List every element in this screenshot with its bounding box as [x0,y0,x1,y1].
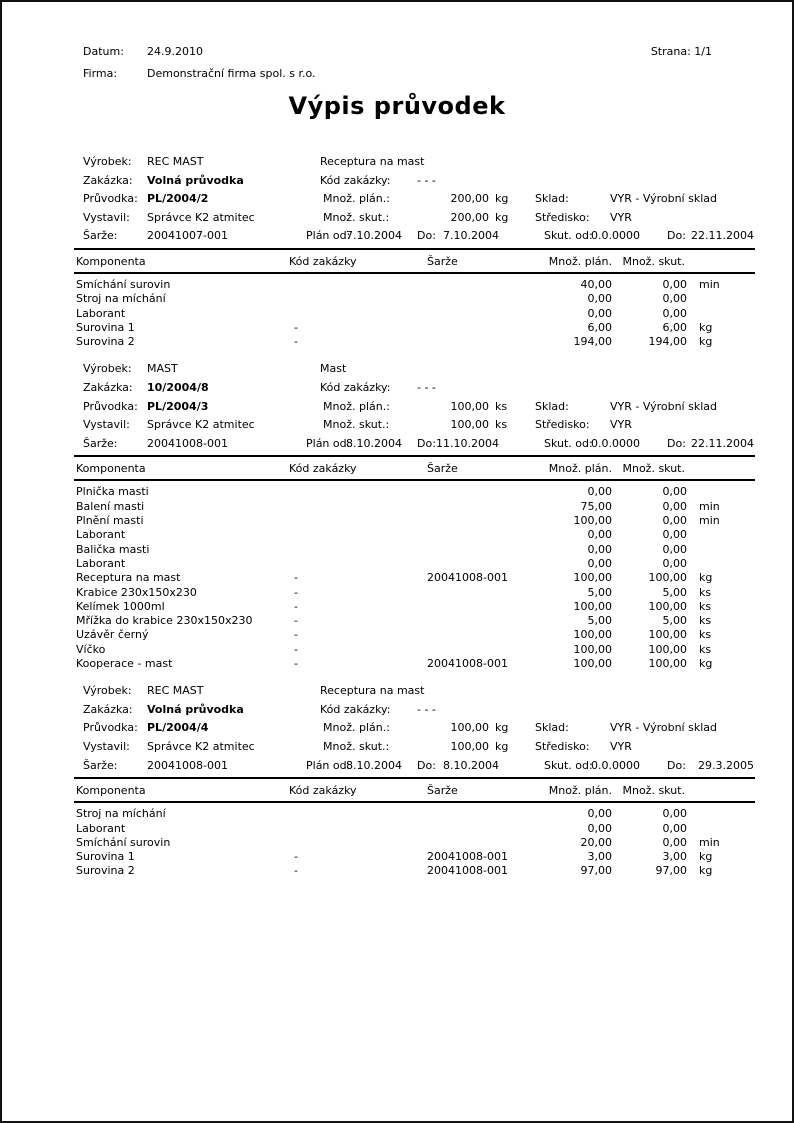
component-qty-actual: 100,00 [648,571,687,585]
component-row [74,571,755,585]
actual-to-value: 29.3.2005 [698,758,754,772]
component-row [74,850,755,864]
component-qty-plan: 5,00 [587,614,612,628]
component-order-code: - [294,571,298,585]
component-row [74,307,755,321]
order-code-value: - - - [417,173,436,187]
qty-plan-label: Množ. plán.: [323,192,390,206]
component-row [74,557,755,571]
component-name: Stroj na míchání [76,807,166,821]
component-row [74,514,755,528]
component-row [74,628,755,642]
actual-from-value: 0.0.0000 [591,229,640,243]
component-qty-plan: 6,00 [587,320,612,334]
component-unit: ks [699,614,712,628]
qty-actual-unit: ks [495,418,508,432]
actual-to-value: 22.11.2004 [691,436,754,450]
component-order-code: - [294,864,298,878]
plan-to-label: Do: [417,758,436,772]
actual-from-label: Skut. od: [544,436,593,450]
component-row [74,321,755,335]
order-label: Zakázka: [83,173,133,187]
actual-to-label: Do: [667,229,686,243]
col-header-order-code: Kód zakázky [289,462,357,476]
component-qty-plan: 0,00 [587,542,612,556]
plan-to-value: 8.10.2004 [443,758,499,772]
section-divider [74,777,755,779]
component-qty-actual: 100,00 [648,599,687,613]
component-row [74,528,755,542]
component-qty-actual: 0,00 [662,821,687,835]
section-divider [74,248,755,250]
qty-plan-value: 100,00 [450,721,489,735]
component-row [74,614,755,628]
cost-center-label: Středisko: [535,418,590,432]
plan-to-label: Do: [417,436,436,450]
component-qty-actual: 0,00 [662,807,687,821]
component-qty-actual: 194,00 [648,335,687,349]
col-header-batch: Šarže [427,784,458,798]
date-label: Datum: [83,45,124,58]
product-code: REC MAST [147,684,204,698]
plan-from-label: Plán od: [306,229,351,243]
component-row [74,657,755,671]
product-name: Receptura na mast [320,684,425,698]
component-unit: ks [699,599,712,613]
warehouse-value: VYR - Výrobní sklad [610,721,717,735]
component-order-code: - [294,614,298,628]
section-divider [74,455,755,457]
table-header-divider [74,272,755,274]
product-row [74,682,755,701]
component-order-code: - [294,628,298,642]
component-unit: kg [699,864,713,878]
component-qty-plan: 0,00 [587,485,612,499]
component-row [74,500,755,514]
batch-row [74,227,755,246]
component-qty-actual: 0,00 [662,556,687,570]
component-order-code: - [294,642,298,656]
component-qty-actual: 0,00 [662,542,687,556]
qty-plan-value: 200,00 [450,192,489,206]
component-unit: kg [699,850,713,864]
product-label: Výrobek: [83,684,132,698]
qty-plan-label: Množ. plán.: [323,399,390,413]
component-qty-actual: 97,00 [655,864,687,878]
component-qty-actual: 0,00 [662,485,687,499]
plan-from-value: 8.10.2004 [346,758,402,772]
component-table-header [74,461,755,477]
component-row [74,292,755,306]
order-row [74,701,755,720]
component-rows [74,807,755,878]
traveler-value: PL/2004/2 [147,192,209,206]
firm-value: Demonstrační firma spol. s r.o. [147,67,316,80]
issued-row [74,209,755,228]
component-order-code: - [294,585,298,599]
component-row [74,485,755,499]
component-name: Plnička masti [76,485,149,499]
col-header-qty-actual: Množ. skut. [622,784,685,798]
component-qty-actual: 0,00 [662,528,687,542]
col-header-order-code: Kód zakázky [289,784,357,798]
component-qty-plan: 0,00 [587,556,612,570]
component-qty-actual: 5,00 [662,585,687,599]
issued-row [74,416,755,435]
component-table-header [74,783,755,799]
batch-row [74,757,755,776]
component-qty-actual: 0,00 [662,292,687,306]
component-row [74,836,755,850]
order-row [74,172,755,191]
col-header-order-code: Kód zakázky [289,254,357,268]
component-order-code: - [294,335,298,349]
component-row [74,822,755,836]
order-code-value: - - - [417,381,436,395]
component-qty-actual: 100,00 [648,642,687,656]
component-name: Surovina 2 [76,864,135,878]
qty-plan-value: 100,00 [450,399,489,413]
order-row [74,379,755,398]
traveler-row [74,719,755,738]
component-order-code: - [294,850,298,864]
order-code-label: Kód zakázky: [320,173,391,187]
col-header-qty-plan: Množ. plán. [548,254,612,268]
cost-center-value: VYR [610,210,632,224]
component-qty-plan: 100,00 [573,514,612,528]
plan-from-value: 8.10.2004 [346,436,402,450]
batch-value: 20041007-001 [147,229,228,243]
qty-actual-label: Množ. skut.: [323,740,390,754]
report-title: Výpis průvodek [288,92,506,120]
traveler-section [74,682,755,878]
plan-to-value: 11.10.2004 [436,436,499,450]
actual-from-value: 0.0.0000 [591,758,640,772]
component-name: Surovina 1 [76,850,135,864]
component-row [74,586,755,600]
issued-row [74,738,755,757]
order-value: 10/2004/8 [147,381,209,395]
batch-value: 20041008-001 [147,758,228,772]
component-qty-plan: 0,00 [587,306,612,320]
component-batch: 20041008-001 [427,850,508,864]
actual-to-label: Do: [667,436,686,450]
component-qty-plan: 100,00 [573,599,612,613]
component-unit: kg [699,335,713,349]
component-qty-actual: 0,00 [662,277,687,291]
component-qty-plan: 100,00 [573,628,612,642]
traveler-label: Průvodka: [83,721,138,735]
col-header-component: Komponenta [76,784,146,798]
traveler-label: Průvodka: [83,399,138,413]
component-qty-plan: 100,00 [573,642,612,656]
col-header-component: Komponenta [76,462,146,476]
date-value: 24.9.2010 [147,45,203,58]
component-qty-actual: 0,00 [662,514,687,528]
component-name: Stroj na míchání [76,292,166,306]
component-qty-actual: 100,00 [648,656,687,670]
order-code-label: Kód zakázky: [320,381,391,395]
component-qty-actual: 5,00 [662,614,687,628]
component-name: Laborant [76,556,126,570]
component-name: Receptura na mast [76,571,181,585]
col-header-qty-actual: Množ. skut. [622,254,685,268]
product-label: Výrobek: [83,362,132,376]
qty-plan-unit: kg [495,192,509,206]
col-header-component: Komponenta [76,254,146,268]
plan-from-label: Plán od: [306,436,351,450]
component-qty-plan: 0,00 [587,528,612,542]
warehouse-value: VYR - Výrobní sklad [610,399,717,413]
product-name: Receptura na mast [320,155,425,168]
page-number-value: 1/1 [694,45,712,58]
component-qty-actual: 0,00 [662,499,687,513]
component-qty-actual: 100,00 [648,628,687,642]
qty-plan-unit: ks [495,399,508,413]
order-value: Volná průvodka [147,702,244,716]
table-header-divider [74,479,755,481]
batch-value: 20041008-001 [147,436,228,450]
component-unit: kg [699,571,713,585]
plan-from-value: 7.10.2004 [346,229,402,243]
component-row [74,643,755,657]
component-qty-plan: 100,00 [573,656,612,670]
order-label: Zakázka: [83,702,133,716]
component-name: Laborant [76,528,126,542]
traveler-section [74,360,755,671]
qty-actual-label: Množ. skut.: [323,418,390,432]
col-header-qty-plan: Množ. plán. [548,784,612,798]
order-code-label: Kód zakázky: [320,702,391,716]
page-number [651,45,712,58]
issued-value: Správce K2 atmitec [147,740,255,754]
component-unit: min [699,835,720,849]
qty-actual-unit: kg [495,740,509,754]
warehouse-value: VYR - Výrobní sklad [610,192,717,206]
component-unit: ks [699,628,712,642]
issued-value: Správce K2 atmitec [147,210,255,224]
component-qty-actual: 6,00 [662,320,687,334]
table-header-divider [74,801,755,803]
component-name: Mřížka do krabice 230x150x230 [76,614,253,628]
component-unit: ks [699,585,712,599]
component-row [74,807,755,821]
component-qty-plan: 75,00 [580,499,612,513]
component-qty-plan: 0,00 [587,292,612,306]
report-body [74,153,755,890]
component-qty-plan: 40,00 [580,277,612,291]
component-qty-plan: 0,00 [587,821,612,835]
actual-to-label: Do: [667,758,686,772]
col-header-batch: Šarže [427,254,458,268]
actual-to-value: 22.11.2004 [691,229,754,243]
component-batch: 20041008-001 [427,656,508,670]
component-order-code: - [294,656,298,670]
product-code: MAST [147,362,178,376]
order-value: Volná průvodka [147,173,244,187]
cost-center-value: VYR [610,418,632,432]
order-code-value: - - - [417,702,436,716]
actual-from-label: Skut. od: [544,758,593,772]
component-unit: kg [699,320,713,334]
batch-label: Šarže: [83,229,118,243]
batch-label: Šarže: [83,758,118,772]
component-name: Krabice 230x150x230 [76,585,197,599]
issued-label: Vystavil: [83,418,130,432]
component-unit: min [699,499,720,513]
component-table-header [74,254,755,270]
component-batch: 20041008-001 [427,864,508,878]
product-row [74,153,755,172]
component-unit: min [699,514,720,528]
component-name: Balení masti [76,499,145,513]
product-name: Mast [320,362,347,376]
traveler-label: Průvodka: [83,192,138,206]
component-row [74,335,755,349]
qty-actual-label: Množ. skut.: [323,210,390,224]
qty-plan-unit: kg [495,721,509,735]
component-qty-plan: 194,00 [573,335,612,349]
component-qty-actual: 0,00 [662,835,687,849]
order-label: Zakázka: [83,381,133,395]
component-row [74,600,755,614]
component-qty-plan: 97,00 [580,864,612,878]
actual-from-value: 0.0.0000 [591,436,640,450]
component-qty-plan: 100,00 [573,571,612,585]
qty-actual-value: 100,00 [450,740,489,754]
traveler-value: PL/2004/3 [147,399,209,413]
component-name: Plnění masti [76,514,144,528]
component-qty-plan: 5,00 [587,585,612,599]
component-name: Balička masti [76,542,150,556]
component-name: Smíchání surovin [76,835,171,849]
component-rows [74,278,755,349]
component-unit: min [699,277,720,291]
component-unit: kg [699,656,713,670]
cost-center-label: Středisko: [535,740,590,754]
plan-to-value: 7.10.2004 [443,229,499,243]
qty-actual-value: 200,00 [450,210,489,224]
component-qty-actual: 0,00 [662,306,687,320]
issued-value: Správce K2 atmitec [147,418,255,432]
traveler-value: PL/2004/4 [147,721,209,735]
plan-from-label: Plán od: [306,758,351,772]
firm-label: Firma: [83,67,118,80]
component-row [74,543,755,557]
component-order-code: - [294,320,298,334]
qty-actual-unit: kg [495,210,509,224]
component-name: Kelímek 1000ml [76,599,165,613]
product-row [74,360,755,379]
traveler-row [74,398,755,417]
component-qty-actual: 3,00 [662,850,687,864]
component-name: Smíchání surovin [76,277,171,291]
traveler-section [74,153,755,349]
component-name: Kooperace - mast [76,656,173,670]
component-name: Uzávěr černý [76,628,149,642]
col-header-batch: Šarže [427,462,458,476]
component-name: Surovina 2 [76,335,135,349]
batch-label: Šarže: [83,436,118,450]
component-unit: ks [699,642,712,656]
component-row [74,278,755,292]
page-number-label: Strana: [650,45,691,58]
component-name: Laborant [76,306,126,320]
component-name: Surovina 1 [76,320,135,334]
actual-from-label: Skut. od: [544,229,593,243]
batch-row [74,435,755,454]
component-order-code: - [294,599,298,613]
component-name: Laborant [76,821,126,835]
issued-label: Vystavil: [83,210,130,224]
plan-to-label: Do: [417,229,436,243]
product-label: Výrobek: [83,155,132,168]
component-row [74,864,755,878]
component-batch: 20041008-001 [427,571,508,585]
component-qty-plan: 3,00 [587,850,612,864]
component-name: Víčko [76,642,106,656]
cost-center-label: Středisko: [535,210,590,224]
traveler-row [74,190,755,209]
qty-actual-value: 100,00 [450,418,489,432]
cost-center-value: VYR [610,740,632,754]
col-header-qty-actual: Množ. skut. [622,462,685,476]
component-qty-plan: 20,00 [580,835,612,849]
component-rows [74,485,755,671]
warehouse-label: Sklad: [535,399,569,413]
warehouse-label: Sklad: [535,721,569,735]
product-code: REC MAST [147,155,204,168]
qty-plan-label: Množ. plán.: [323,721,390,735]
component-qty-plan: 0,00 [587,807,612,821]
issued-label: Vystavil: [83,740,130,754]
col-header-qty-plan: Množ. plán. [548,462,612,476]
warehouse-label: Sklad: [535,192,569,206]
